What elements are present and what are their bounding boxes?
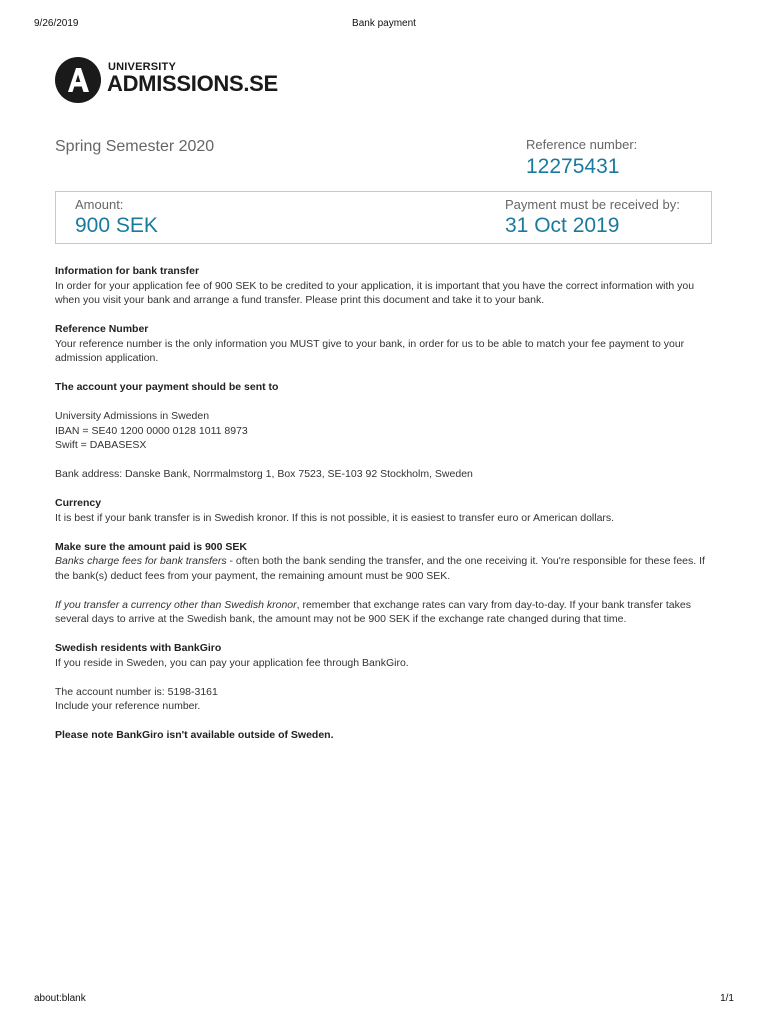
- reference-number-value: 12275431: [526, 155, 620, 178]
- section-heading: Information for bank transfer: [55, 265, 200, 277]
- due-date-value: 31 Oct 2019: [505, 214, 620, 237]
- section-text: If you reside in Sweden, you can pay your application fee through BankGiro.: [55, 656, 409, 669]
- section-heading: Make sure the amount paid is 900 SEK: [55, 540, 247, 553]
- amount-value: 900 SEK: [75, 214, 158, 237]
- exchange-rate-note: [55, 598, 715, 627]
- section-reference-number: [55, 322, 715, 366]
- section-text: In order for your application fee of 900 SEK to be credited to your application, it is important that you have the correct information with you when you visit your bank and arrange a fund transfer. Please print this document and take it to your bank.: [55, 279, 695, 306]
- print-url: about:blank: [34, 993, 86, 1004]
- logo-text-university: UNIVERSITY: [108, 61, 177, 73]
- print-title: Bank payment: [352, 18, 416, 29]
- bank-address: Bank address: Danske Bank, Norrmalmstorg 1, Box 7523, SE-103 92 Stockholm, Sweden: [55, 468, 473, 480]
- currency-text: , remember that exchange rates can vary from day-to-day. If your bank transfer takes several days to arrive at the Swedish bank, the amount may not be 900 SEK if the exchange rate changed during that time.: [55, 598, 691, 625]
- reference-number-label: Reference number:: [526, 137, 638, 152]
- bankgiro-note-text: Please note BankGiro isn't available outside of Sweden.: [55, 729, 334, 741]
- section-text: Your reference number is the only information you MUST give to your bank, in order for us to be able to match your fee payment to your admission application.: [55, 337, 685, 364]
- fees-text: - often both the bank sending the transfer, and the one receiving it. You're responsible for these fees. If the bank(s) deduct fees from your payment, the remaining amount must be 900 SEK.: [55, 555, 705, 582]
- account-details: [55, 409, 715, 453]
- currency-emphasis: If you transfer a currency other than Swedish kronor: [55, 598, 297, 611]
- section-bank-info: [55, 264, 715, 308]
- section-heading: Currency: [55, 497, 102, 509]
- fees-emphasis: Banks charge fees for bank transfers: [55, 555, 227, 567]
- print-page-number: 1/1: [720, 993, 734, 1004]
- bankgiro-include-reference: Include your reference number.: [55, 700, 201, 712]
- account-swift: Swift = DABASESX: [55, 439, 147, 451]
- section-amount-paid: [55, 540, 715, 584]
- section-bankgiro: [55, 641, 715, 670]
- bankgiro-account-number: The account number is: 5198-3161: [55, 685, 218, 698]
- payment-instructions: [55, 264, 715, 757]
- section-account: [55, 380, 715, 395]
- logo-mark-icon: [54, 56, 102, 104]
- section-heading: Swedish residents with BankGiro: [55, 642, 222, 654]
- section-heading: The account your payment should be sent to: [55, 381, 279, 393]
- section-currency: [55, 496, 715, 525]
- account-iban: IBAN = SE40 1200 0000 0128 1011 8973: [55, 424, 248, 437]
- section-heading: Reference Number: [55, 323, 149, 335]
- bankgiro-note: [55, 728, 715, 743]
- bankgiro-account: [55, 685, 715, 714]
- payment-summary-box: [55, 191, 712, 244]
- print-date: 9/26/2019: [34, 18, 79, 29]
- amount-label: Amount:: [75, 197, 124, 212]
- logo-text-admissions: ADMISSIONS.SE: [107, 71, 278, 96]
- semester-title: Spring Semester 2020: [55, 138, 215, 155]
- section-text: It is best if your bank transfer is in Swedish kronor. If this is not possible, it is easiest to transfer euro or American dollars.: [55, 511, 615, 524]
- account-name: University Admissions in Sweden: [55, 410, 210, 422]
- due-date-label: Payment must be received by:: [505, 197, 680, 212]
